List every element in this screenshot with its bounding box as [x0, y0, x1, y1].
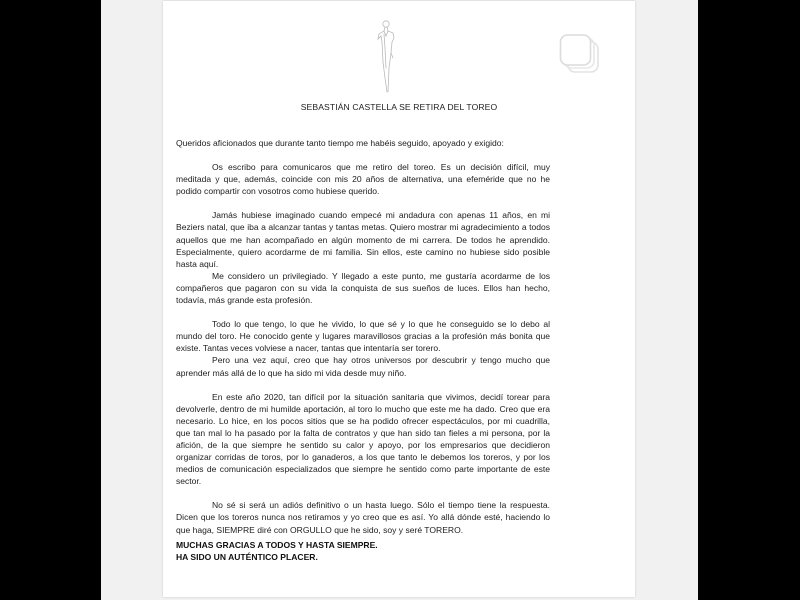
- greeting: Queridos aficionados que durante tanto tiempo me habéis seguido, apoyado y exigido:: [176, 138, 504, 148]
- document-viewer: [101, 0, 698, 600]
- closing-line: HA SIDO UN AUTÉNTICO PLACER.: [176, 552, 318, 563]
- paragraph: Jamás hubiese imaginado cuando empecé mi andadura con apenas 11 años, en mi Beziers natal, que iba a alcanzar tantas y tantas metas. Quiero mostrar mi agradecimiento a todos aquellos que me han acompañado en algún momento de mi carrera. De todos he aprendido. Especialmente, quiero acordarme de mi familia. Sin ellos, este camino no hubiese sido posible hasta aquí.: [176, 210, 550, 269]
- paragraph: Pero una vez aquí, creo que hay otros universos por descubrir y tengo mucho que aprender más allá de lo que ha sido mi vida desde muy niño.: [176, 355, 550, 378]
- letter-page: [163, 1, 635, 597]
- torero-figure-logo-icon: [371, 18, 401, 94]
- letter-body: [176, 137, 550, 536]
- paragraph: En este año 2020, tan difícil por la situación sanitaria que vivimos, decidí torear para devolverle, dentro de mi humilde aportación, al toro lo mucho que este me ha dado. Creo que era necesario. Lo hice, en los pocos sitios que se ha podido ofrecer espectáculos, por mi cuadrilla, que tan mal lo ha pasado por la falta de contratos y que han sido tan fieles a mi persona, por la afición, de la que siempre he sentido su calor y apoyo, por los empresarios que decidieron organizar corridas de toros, por lo ganaderos, a los que tanto le debemos los toreros, y por los medios de comunicación especializados que siempre he sentido como parte importante de este sector.: [176, 391, 550, 487]
- closing-statement: [176, 539, 550, 563]
- paragraph: Todo lo que tengo, lo que he vivido, lo que sé y lo que he conseguido se lo debo al mundo del toro. He conocido gente y lugares maravillosos gracias a la profesión más bonita que existe. Tantas veces volviese a nacer, tantas que intentaría ser torero.: [176, 319, 550, 354]
- paragraph: No sé si será un adiós definitivo o un hasta luego. Sólo el tiempo tiene la respuesta. Dicen que los toreros nunca nos retiramos y yo creo que es así. Yo allá dónde esté, haciendo lo que haga, SIEMPRE diré con ORGULLO que he sido, soy y seré TORERO.: [176, 500, 550, 535]
- paragraph: Os escribo para comunicaros que me retiro del toreo. Es un decisión difícil, muy meditada y que, además, coincide con mis 20 años de alternativa, una efeméride que no he podido compartir con vosotros como hubiese querido.: [176, 162, 550, 197]
- copy-pages-icon[interactable]: [559, 34, 603, 76]
- paragraph: Me considero un privilegiado. Y llegado a este punto, me gustaría acordarme de los compañeros que pagaron con su vida la conquista de sus sueños de luces. Ellos han hecho, todavía, más grande esta profesión.: [176, 270, 550, 306]
- document-title: SEBASTIÁN CASTELLA SE RETIRA DEL TOREO: [300, 102, 498, 112]
- closing-line: MUCHAS GRACIAS A TODOS Y HASTA SIEMPRE.: [176, 540, 378, 550]
